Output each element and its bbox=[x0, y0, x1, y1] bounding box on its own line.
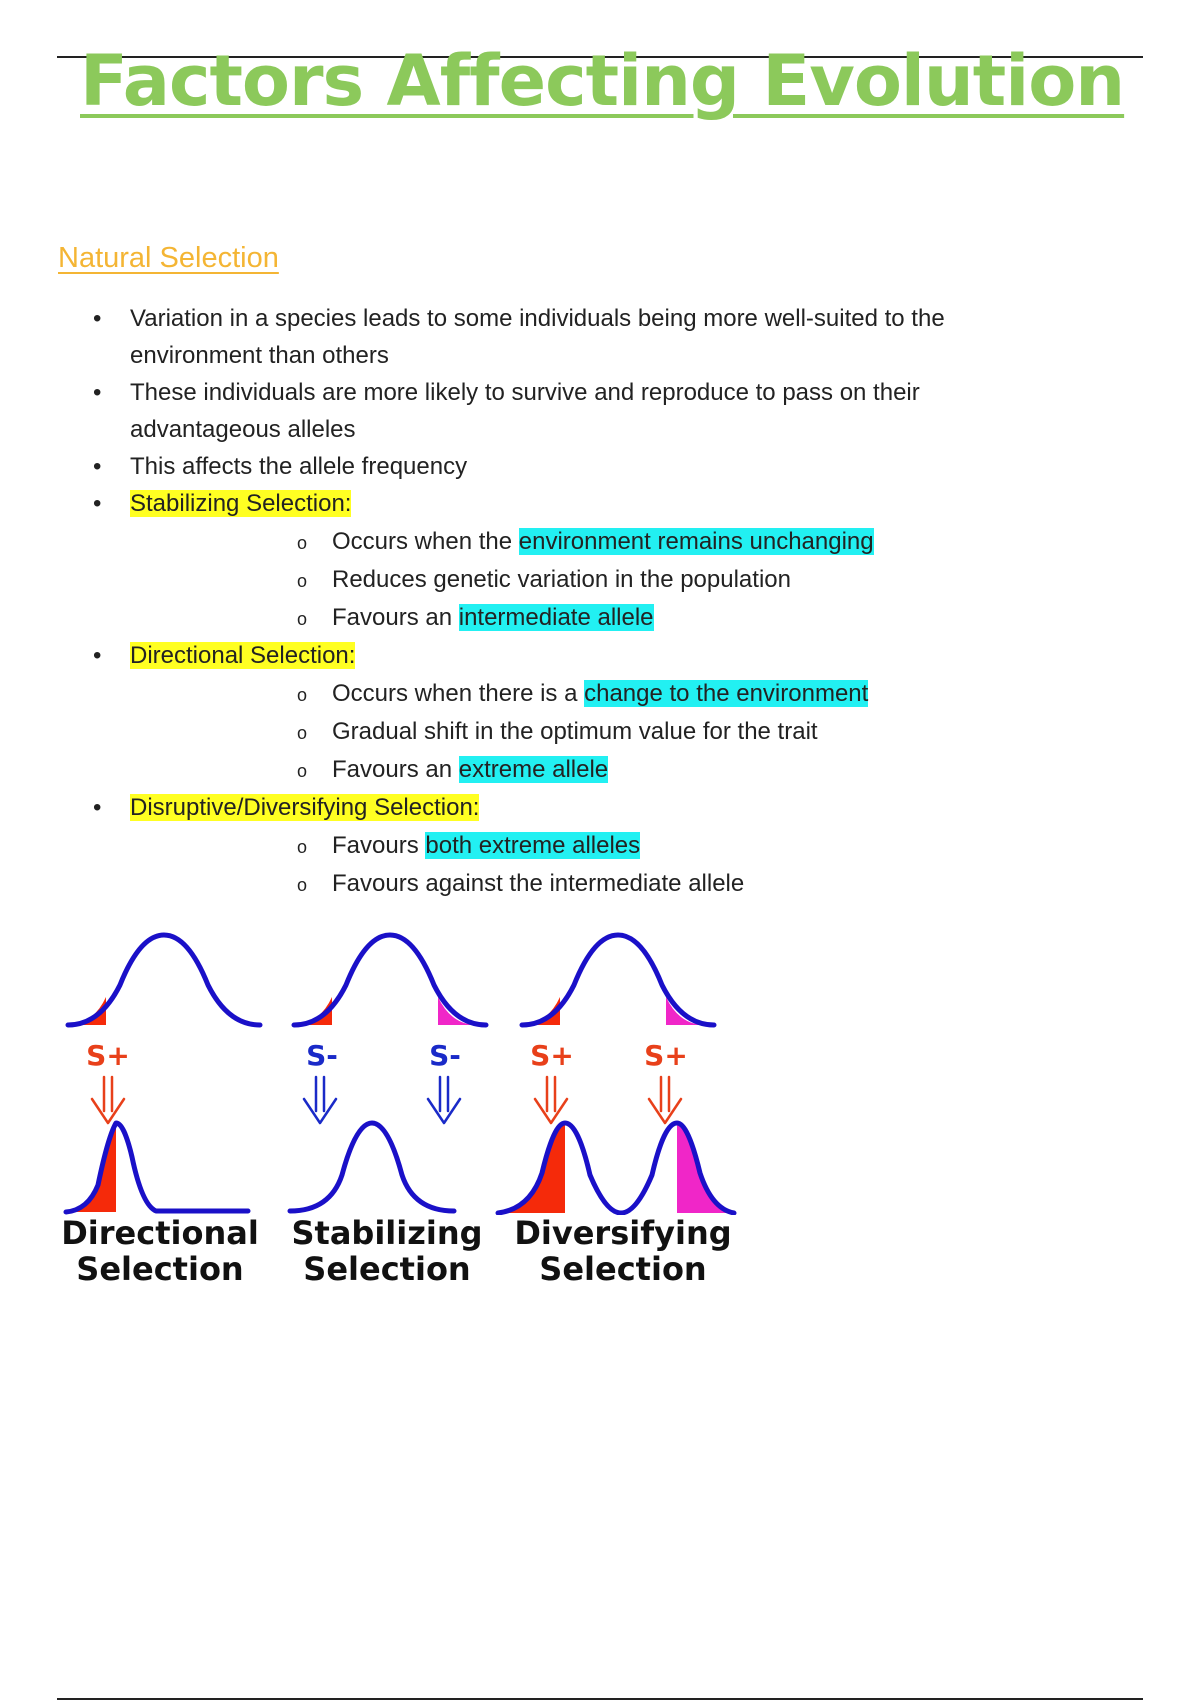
directional-label: Directional Selection: bbox=[130, 642, 356, 669]
sub-item bbox=[130, 751, 1100, 789]
page-title: Factors Affecting Evolution bbox=[80, 40, 1125, 122]
label-line: Selection bbox=[303, 1250, 471, 1288]
sub-item bbox=[130, 827, 1100, 865]
directional-sublist bbox=[130, 675, 1100, 789]
bullet-text: This affects the allele frequency bbox=[130, 453, 468, 480]
highlight-text: environment remains unchanging bbox=[518, 528, 874, 555]
label-line: Stabilizing bbox=[291, 1214, 483, 1252]
sign-diversifying-left: S+ bbox=[530, 1039, 574, 1072]
bullet-text: advantageous alleles bbox=[130, 416, 356, 443]
arrow-stabilizing-right bbox=[428, 1077, 460, 1123]
bullet-stabilizing bbox=[0, 485, 1100, 637]
bullet-survival bbox=[0, 374, 1100, 448]
bullet-directional bbox=[0, 637, 1100, 789]
bullet-list bbox=[0, 300, 1100, 903]
arrow-directional bbox=[92, 1077, 124, 1123]
diversifying-before-curve bbox=[522, 935, 714, 1025]
stabilizing-after-curve bbox=[290, 1123, 454, 1211]
sign-stabilizing-right: S- bbox=[429, 1039, 461, 1072]
sub-text: Favours against the intermediate allele bbox=[332, 870, 745, 897]
sub-text: Occurs when the bbox=[332, 528, 519, 555]
notes-content bbox=[0, 300, 1100, 903]
stabilizing-before-curve bbox=[294, 935, 486, 1025]
sub-item bbox=[130, 561, 1100, 599]
diversifying-after-right-fill bbox=[677, 1123, 732, 1213]
sub-text: Gradual shift in the optimum value for the trait bbox=[332, 718, 818, 745]
selection-types-diagram bbox=[60, 925, 740, 1295]
directional-after-curve bbox=[66, 1123, 248, 1212]
stabilizing-sublist bbox=[130, 523, 1100, 637]
sub-item bbox=[130, 523, 1100, 561]
disruptive-sublist bbox=[130, 827, 1100, 903]
highlight-text: extreme allele bbox=[458, 756, 609, 783]
stabilizing-label: Stabilizing Selection: bbox=[130, 490, 352, 517]
sign-directional: S+ bbox=[86, 1039, 130, 1072]
label-line: Selection bbox=[76, 1250, 244, 1288]
highlight-text: both extreme alleles bbox=[425, 832, 641, 859]
sub-text: Occurs when there is a bbox=[332, 680, 585, 707]
label-line: Directional bbox=[61, 1214, 259, 1252]
section-heading: Natural Selection bbox=[58, 242, 279, 274]
bullet-text: environment than others bbox=[130, 342, 389, 369]
highlight-text: intermediate allele bbox=[458, 604, 654, 631]
bullet-disruptive bbox=[0, 789, 1100, 903]
bullet-text: Variation in a species leads to some individuals being more well-suited to the bbox=[130, 305, 945, 332]
bullet-variation bbox=[0, 300, 1100, 374]
sub-item bbox=[130, 865, 1100, 903]
selection-curves bbox=[60, 925, 740, 1215]
directional-before-curve bbox=[68, 935, 260, 1025]
highlight-text: change to the environment bbox=[584, 680, 869, 707]
arrow-diversifying-right bbox=[649, 1077, 681, 1123]
stabilizing-selection-label bbox=[287, 1215, 487, 1287]
sign-stabilizing-left: S- bbox=[306, 1039, 338, 1072]
label-line: Diversifying bbox=[514, 1214, 732, 1252]
arrow-diversifying-left bbox=[535, 1077, 567, 1123]
bullet-text: These individuals are more likely to survive and reproduce to pass on their bbox=[130, 379, 920, 406]
sub-text: Favours bbox=[332, 832, 426, 859]
bullet-allele-frequency bbox=[0, 448, 1100, 485]
directional-selection-label bbox=[60, 1215, 260, 1287]
sub-text: Favours an bbox=[332, 756, 459, 783]
sub-item bbox=[130, 713, 1100, 751]
diversifying-selection-label bbox=[513, 1215, 733, 1287]
disruptive-label: Disruptive/Diversifying Selection: bbox=[130, 794, 480, 821]
label-line: Selection bbox=[539, 1250, 707, 1288]
sub-text: Reduces genetic variation in the population bbox=[332, 566, 791, 593]
sub-text: Favours an bbox=[332, 604, 459, 631]
sub-item bbox=[130, 675, 1100, 713]
sign-diversifying-right: S+ bbox=[644, 1039, 688, 1072]
sub-item bbox=[130, 599, 1100, 637]
arrow-stabilizing-left bbox=[304, 1077, 336, 1123]
